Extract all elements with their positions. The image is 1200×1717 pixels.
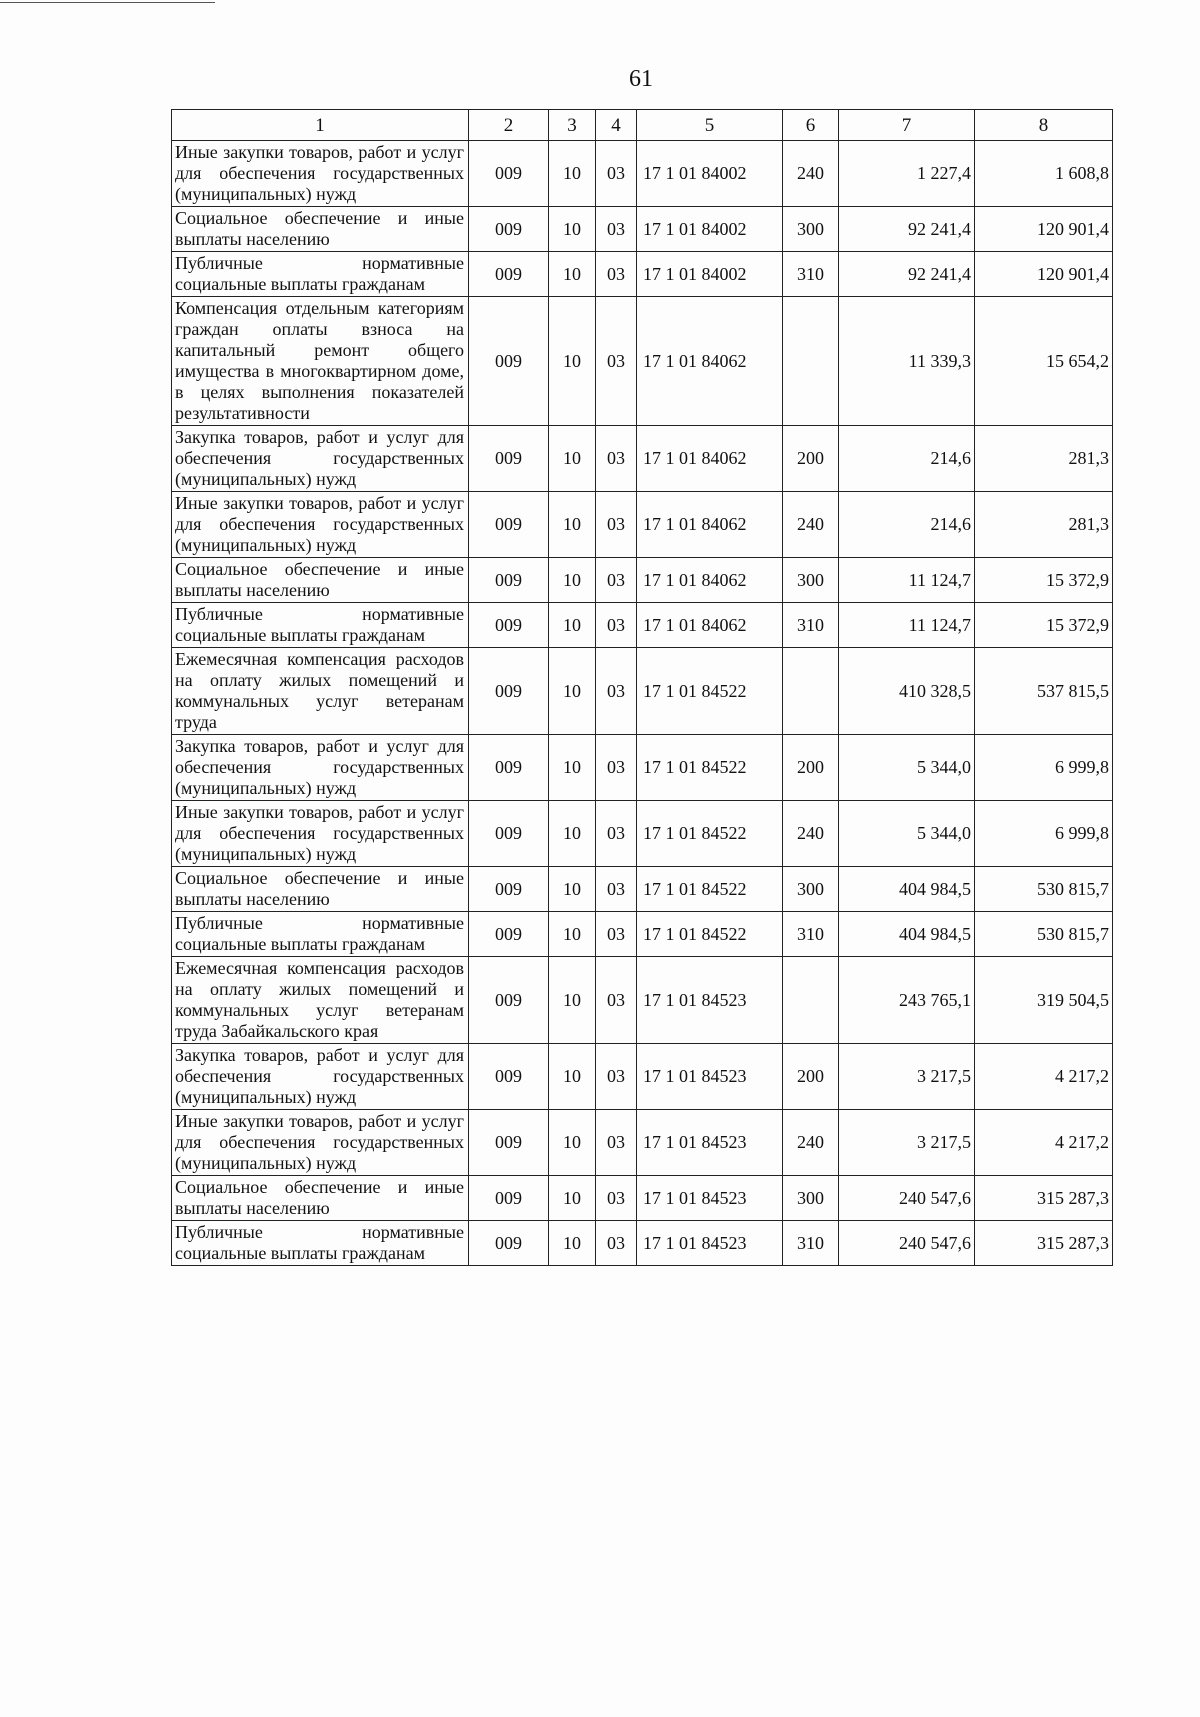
table-row (172, 801, 1113, 867)
section-cell: 10 (549, 207, 596, 252)
section-cell: 10 (549, 558, 596, 603)
target-article-cell: 17 1 01 84062 (637, 297, 783, 426)
section-cell: 10 (549, 252, 596, 297)
expense-type-cell (783, 297, 839, 426)
amount-year1-cell: 92 241,4 (839, 252, 975, 297)
amount-year1-cell: 404 984,5 (839, 912, 975, 957)
item-name-cell: Закупка товаров, работ и услуг для обеспечения государственных (муниципальных) нужд (172, 426, 469, 492)
admin-code-cell: 009 (469, 492, 549, 558)
table-row (172, 426, 1113, 492)
admin-code-cell: 009 (469, 867, 549, 912)
target-article-cell: 17 1 01 84522 (637, 867, 783, 912)
admin-code-cell: 009 (469, 1044, 549, 1110)
table-row (172, 141, 1113, 207)
target-article-cell: 17 1 01 84522 (637, 912, 783, 957)
item-name-cell: Компенсация отдельным категориям граждан оплаты взноса на капитальный ремонт общего имущества в многоквартирном доме, в целях выполнения показателей результативности (172, 297, 469, 426)
target-article-cell: 17 1 01 84062 (637, 492, 783, 558)
amount-year2-cell: 6 999,8 (975, 735, 1113, 801)
section-cell: 10 (549, 426, 596, 492)
item-name-cell: Ежемесячная компенсация расходов на оплату жилых помещений и коммунальных услуг ветеранам труда Забайкальского края (172, 957, 469, 1044)
section-cell: 10 (549, 648, 596, 735)
expense-type-cell (783, 648, 839, 735)
expense-type-cell: 310 (783, 252, 839, 297)
section-cell: 10 (549, 141, 596, 207)
admin-code-cell: 009 (469, 426, 549, 492)
item-name-cell: Социальное обеспечение и иные выплаты населению (172, 207, 469, 252)
section-cell: 10 (549, 1176, 596, 1221)
expense-type-cell: 300 (783, 558, 839, 603)
table-row (172, 1221, 1113, 1266)
amount-year2-cell: 15 372,9 (975, 558, 1113, 603)
subsection-cell: 03 (596, 867, 637, 912)
item-name-cell: Публичные нормативные социальные выплаты гражданам (172, 603, 469, 648)
expense-type-cell: 240 (783, 492, 839, 558)
item-name-cell: Иные закупки товаров, работ и услуг для обеспечения государственных (муниципальных) нужд (172, 801, 469, 867)
expense-type-cell (783, 957, 839, 1044)
table-row (172, 1176, 1113, 1221)
amount-year2-cell: 530 815,7 (975, 912, 1113, 957)
table-row (172, 1044, 1113, 1110)
subsection-cell: 03 (596, 735, 637, 801)
section-cell: 10 (549, 801, 596, 867)
amount-year1-cell: 214,6 (839, 426, 975, 492)
amount-year1-cell: 3 217,5 (839, 1110, 975, 1176)
table-row (172, 558, 1113, 603)
subsection-cell: 03 (596, 252, 637, 297)
column-header: 5 (637, 110, 783, 141)
target-article-cell: 17 1 01 84002 (637, 207, 783, 252)
amount-year1-cell: 5 344,0 (839, 735, 975, 801)
item-name-cell: Публичные нормативные социальные выплаты гражданам (172, 1221, 469, 1266)
table-row (172, 912, 1113, 957)
admin-code-cell: 009 (469, 1176, 549, 1221)
admin-code-cell: 009 (469, 603, 549, 648)
item-name-cell: Закупка товаров, работ и услуг для обеспечения государственных (муниципальных) нужд (172, 735, 469, 801)
expense-type-cell: 240 (783, 141, 839, 207)
target-article-cell: 17 1 01 84523 (637, 1110, 783, 1176)
amount-year2-cell: 15 372,9 (975, 603, 1113, 648)
amount-year2-cell: 15 654,2 (975, 297, 1113, 426)
table-header-row (172, 110, 1113, 141)
amount-year1-cell: 5 344,0 (839, 801, 975, 867)
target-article-cell: 17 1 01 84002 (637, 252, 783, 297)
table-row (172, 252, 1113, 297)
target-article-cell: 17 1 01 84522 (637, 735, 783, 801)
amount-year2-cell: 4 217,2 (975, 1044, 1113, 1110)
expense-type-cell: 310 (783, 1221, 839, 1266)
subsection-cell: 03 (596, 912, 637, 957)
expense-type-cell: 200 (783, 735, 839, 801)
amount-year1-cell: 243 765,1 (839, 957, 975, 1044)
table-row (172, 603, 1113, 648)
section-cell: 10 (549, 735, 596, 801)
table-row (172, 1110, 1113, 1176)
section-cell: 10 (549, 1044, 596, 1110)
amount-year1-cell: 11 124,7 (839, 603, 975, 648)
expense-type-cell: 310 (783, 603, 839, 648)
target-article-cell: 17 1 01 84523 (637, 957, 783, 1044)
target-article-cell: 17 1 01 84522 (637, 801, 783, 867)
section-cell: 10 (549, 1110, 596, 1176)
table-row (172, 735, 1113, 801)
admin-code-cell: 009 (469, 648, 549, 735)
expense-type-cell: 310 (783, 912, 839, 957)
subsection-cell: 03 (596, 801, 637, 867)
target-article-cell: 17 1 01 84002 (637, 141, 783, 207)
table-row (172, 957, 1113, 1044)
item-name-cell: Иные закупки товаров, работ и услуг для обеспечения государственных (муниципальных) нужд (172, 492, 469, 558)
table-row (172, 867, 1113, 912)
subsection-cell: 03 (596, 207, 637, 252)
subsection-cell: 03 (596, 603, 637, 648)
amount-year1-cell: 214,6 (839, 492, 975, 558)
column-header: 7 (839, 110, 975, 141)
subsection-cell: 03 (596, 957, 637, 1044)
top-rule (0, 2, 215, 3)
amount-year2-cell: 315 287,3 (975, 1221, 1113, 1266)
amount-year1-cell: 11 339,3 (839, 297, 975, 426)
amount-year2-cell: 315 287,3 (975, 1176, 1113, 1221)
target-article-cell: 17 1 01 84523 (637, 1044, 783, 1110)
item-name-cell: Иные закупки товаров, работ и услуг для обеспечения государственных (муниципальных) нужд (172, 141, 469, 207)
expense-type-cell: 300 (783, 1176, 839, 1221)
expense-type-cell: 200 (783, 1044, 839, 1110)
amount-year2-cell: 120 901,4 (975, 252, 1113, 297)
item-name-cell: Социальное обеспечение и иные выплаты населению (172, 867, 469, 912)
target-article-cell: 17 1 01 84523 (637, 1176, 783, 1221)
column-header: 8 (975, 110, 1113, 141)
section-cell: 10 (549, 603, 596, 648)
target-article-cell: 17 1 01 84522 (637, 648, 783, 735)
subsection-cell: 03 (596, 1221, 637, 1266)
section-cell: 10 (549, 957, 596, 1044)
section-cell: 10 (549, 1221, 596, 1266)
amount-year1-cell: 3 217,5 (839, 1044, 975, 1110)
amount-year1-cell: 410 328,5 (839, 648, 975, 735)
section-cell: 10 (549, 297, 596, 426)
subsection-cell: 03 (596, 297, 637, 426)
page-number: 61 (629, 66, 653, 92)
section-cell: 10 (549, 912, 596, 957)
expense-type-cell: 300 (783, 207, 839, 252)
amount-year2-cell: 537 815,5 (975, 648, 1113, 735)
admin-code-cell: 009 (469, 912, 549, 957)
item-name-cell: Социальное обеспечение и иные выплаты населению (172, 558, 469, 603)
subsection-cell: 03 (596, 1110, 637, 1176)
admin-code-cell: 009 (469, 1221, 549, 1266)
item-name-cell: Социальное обеспечение и иные выплаты населению (172, 1176, 469, 1221)
amount-year1-cell: 404 984,5 (839, 867, 975, 912)
admin-code-cell: 009 (469, 735, 549, 801)
admin-code-cell: 009 (469, 207, 549, 252)
amount-year1-cell: 240 547,6 (839, 1176, 975, 1221)
column-header: 1 (172, 110, 469, 141)
subsection-cell: 03 (596, 426, 637, 492)
subsection-cell: 03 (596, 1176, 637, 1221)
target-article-cell: 17 1 01 84062 (637, 558, 783, 603)
subsection-cell: 03 (596, 558, 637, 603)
amount-year2-cell: 6 999,8 (975, 801, 1113, 867)
subsection-cell: 03 (596, 492, 637, 558)
table-row (172, 207, 1113, 252)
subsection-cell: 03 (596, 1044, 637, 1110)
item-name-cell: Иные закупки товаров, работ и услуг для обеспечения государственных (муниципальных) нужд (172, 1110, 469, 1176)
admin-code-cell: 009 (469, 801, 549, 867)
item-name-cell: Закупка товаров, работ и услуг для обеспечения государственных (муниципальных) нужд (172, 1044, 469, 1110)
amount-year1-cell: 1 227,4 (839, 141, 975, 207)
table-row (172, 648, 1113, 735)
target-article-cell: 17 1 01 84523 (637, 1221, 783, 1266)
table-row (172, 492, 1113, 558)
admin-code-cell: 009 (469, 141, 549, 207)
column-header: 4 (596, 110, 637, 141)
section-cell: 10 (549, 867, 596, 912)
admin-code-cell: 009 (469, 558, 549, 603)
amount-year2-cell: 281,3 (975, 492, 1113, 558)
budget-table (171, 109, 1113, 1266)
column-header: 2 (469, 110, 549, 141)
admin-code-cell: 009 (469, 297, 549, 426)
amount-year2-cell: 281,3 (975, 426, 1113, 492)
amount-year2-cell: 120 901,4 (975, 207, 1113, 252)
amount-year2-cell: 4 217,2 (975, 1110, 1113, 1176)
amount-year1-cell: 240 547,6 (839, 1221, 975, 1266)
item-name-cell: Публичные нормативные социальные выплаты гражданам (172, 912, 469, 957)
amount-year2-cell: 1 608,8 (975, 141, 1113, 207)
admin-code-cell: 009 (469, 957, 549, 1044)
section-cell: 10 (549, 492, 596, 558)
item-name-cell: Ежемесячная компенсация расходов на оплату жилых помещений и коммунальных услуг ветеранам труда (172, 648, 469, 735)
amount-year1-cell: 92 241,4 (839, 207, 975, 252)
admin-code-cell: 009 (469, 1110, 549, 1176)
expense-type-cell: 240 (783, 1110, 839, 1176)
admin-code-cell: 009 (469, 252, 549, 297)
amount-year2-cell: 530 815,7 (975, 867, 1113, 912)
column-header: 3 (549, 110, 596, 141)
amount-year1-cell: 11 124,7 (839, 558, 975, 603)
table-row (172, 297, 1113, 426)
target-article-cell: 17 1 01 84062 (637, 426, 783, 492)
column-header: 6 (783, 110, 839, 141)
expense-type-cell: 300 (783, 867, 839, 912)
item-name-cell: Публичные нормативные социальные выплаты гражданам (172, 252, 469, 297)
amount-year2-cell: 319 504,5 (975, 957, 1113, 1044)
expense-type-cell: 240 (783, 801, 839, 867)
subsection-cell: 03 (596, 141, 637, 207)
subsection-cell: 03 (596, 648, 637, 735)
expense-type-cell: 200 (783, 426, 839, 492)
target-article-cell: 17 1 01 84062 (637, 603, 783, 648)
